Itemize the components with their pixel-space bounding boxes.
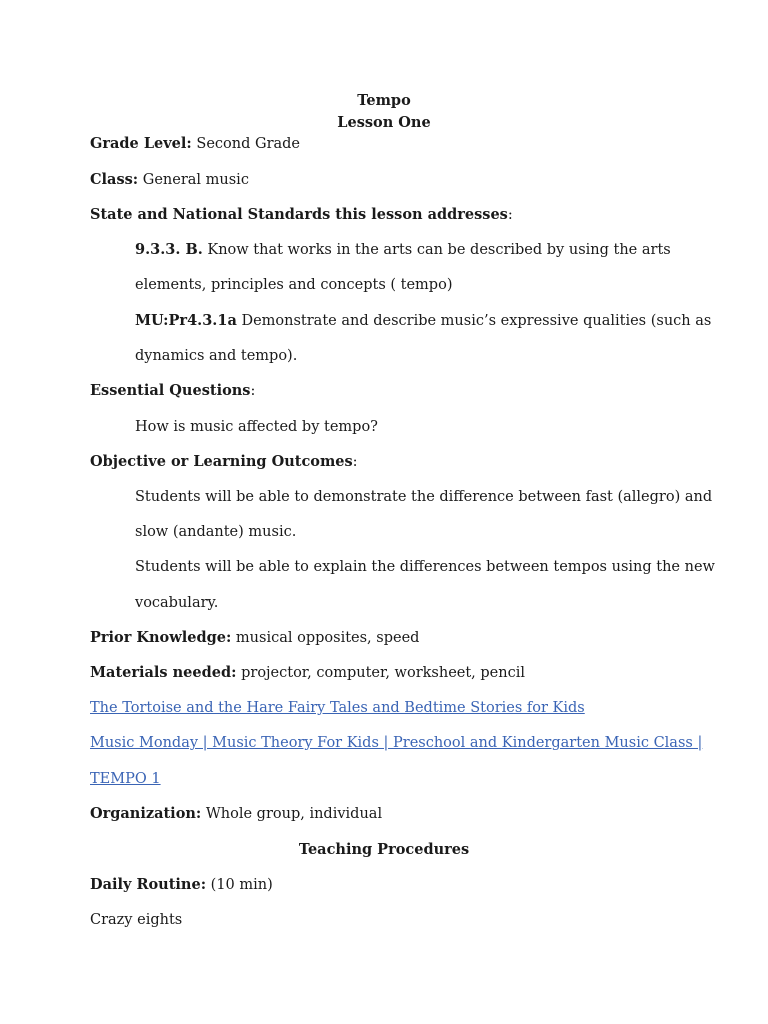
standard-2-code: MU:Pr4.3.1a [135, 312, 237, 329]
standard-1-line-2: elements, principles and concepts ( tempo) [135, 277, 453, 293]
objective-2-line-2: vocabulary. [135, 595, 219, 611]
tortoise-hare-link-line [90, 698, 585, 718]
organization-label: Organization [90, 805, 196, 822]
objectives-heading: Objective or Learning Outcomes [90, 453, 353, 470]
standards-sep: : [507, 207, 513, 223]
materials-value: projector, computer, worksheet, pencil [241, 665, 525, 681]
music-monday-link-line-1 [90, 733, 702, 753]
prior-knowledge-line [90, 628, 419, 648]
prior-knowledge-label: Prior Knowledge [90, 629, 226, 646]
tortoise-hare-link[interactable]: The Tortoise and the Hare Fairy Tales and Bedtime Stories for Kids [90, 700, 585, 716]
objectives-sep: : [352, 454, 358, 470]
music-monday-link-line-2 [90, 769, 161, 789]
organization-sep: : [195, 805, 202, 822]
daily-routine-label: Daily Routine [90, 876, 201, 893]
objective-1-line-2: slow (andante) music. [135, 524, 297, 540]
objectives-heading-line [90, 452, 358, 472]
standard-2-line-2: dynamics and tempo). [135, 348, 298, 364]
teaching-procedures-heading: Teaching Procedures [298, 841, 470, 858]
class-value: General music [142, 172, 249, 188]
music-monday-link[interactable]: Music Monday | Music Theory For Kids | Preschool and Kindergarten Music Class | [90, 735, 703, 751]
materials-sep: : [231, 664, 237, 681]
prior-knowledge-sep: : [225, 629, 232, 646]
essential-sep: : [250, 383, 256, 399]
grade-level-value: Second Grade [196, 136, 301, 152]
standard-2-text: Demonstrate and describe music’s expressive qualities (such as [241, 313, 712, 329]
grade-level-label: Grade Level [90, 135, 187, 152]
doc-title: Tempo [357, 92, 411, 109]
class-sep: : [132, 171, 139, 188]
daily-routine-detail: Crazy eights [90, 912, 183, 928]
doc-subtitle: Lesson One [337, 114, 431, 131]
grade-level-sep: : [186, 135, 192, 152]
prior-knowledge-value: musical opposites, speed [235, 630, 420, 646]
essential-heading-line [90, 381, 255, 401]
standards-heading-line [90, 205, 513, 225]
materials-label: Materials needed [90, 664, 232, 681]
grade-level-line [90, 134, 300, 154]
music-monday-link-continued[interactable]: TEMPO 1 [90, 771, 161, 787]
standard-2-line-1 [135, 311, 711, 331]
objective-2-line-1: Students will be able to explain the differences between tempos using the new [135, 559, 715, 575]
class-line [90, 170, 249, 190]
essential-question: How is music affected by tempo? [135, 419, 378, 435]
daily-routine-value: (10 min) [210, 877, 273, 893]
materials-line [90, 663, 525, 683]
organization-value: Whole group, individual [205, 806, 383, 822]
standard-1-text: Know that works in the arts can be described by using the arts [207, 242, 671, 258]
class-label: Class [90, 171, 133, 188]
daily-routine-sep: : [200, 876, 207, 893]
standard-1-line-1 [135, 240, 671, 260]
daily-routine-line [90, 875, 273, 895]
standard-1-code: 9.3.3. B. [135, 241, 203, 258]
objective-1-line-1: Students will be able to demonstrate the difference between fast (allegro) and [135, 489, 713, 505]
organization-line [90, 804, 382, 824]
standards-heading: State and National Standards this lesson addresses [90, 206, 508, 223]
essential-heading: Essential Questions [90, 382, 251, 399]
